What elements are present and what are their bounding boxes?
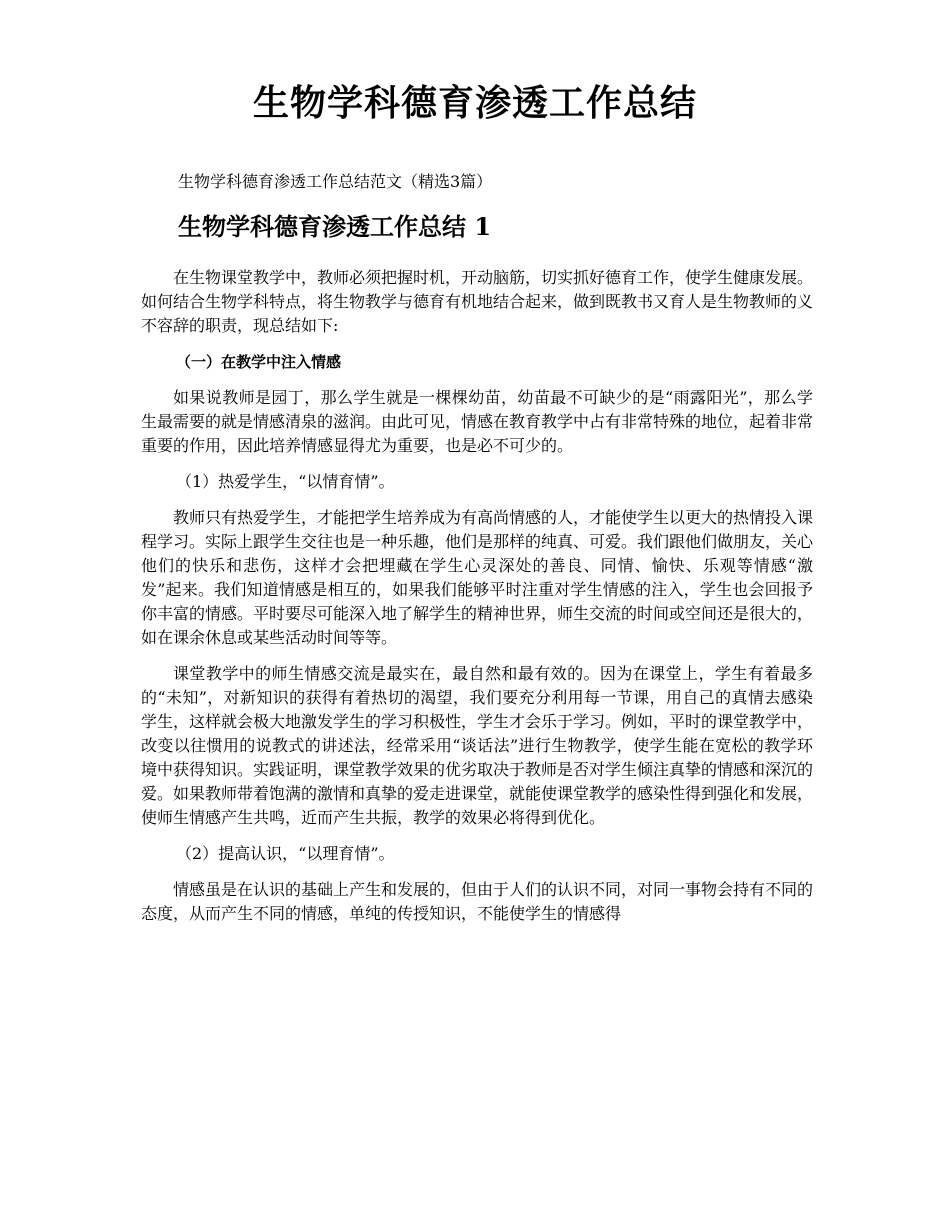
paragraph-emotion: 如果说教师是园丁，那么学生就是一棵棵幼苗，幼苗最不可缺少的是“雨露阳光”，那么学生最需要的就是情感清泉的滋润。由此可见，情感在教育教学中占有非常特殊的地位，起着非常重要的作用，因此培养情感显得尤为重要，也是必不可少的。: [141, 388, 814, 455]
document-title: 生物学科德育渗透工作总结: [252, 82, 697, 124]
section-heading: 生物学科德育渗透工作总结 1: [178, 212, 492, 241]
document-subtitle: 生物学科德育渗透工作总结范文（精选3篇）: [178, 172, 493, 191]
subheading-love-students: （1）热爱学生，“以情育情”。: [176, 472, 395, 491]
paragraph-love-students: 教师只有热爱学生，才能把学生培养成为有高尚情感的人，才能使学生以更大的热情投入课程学习。实际上跟学生交往也是一种乐趣，他们是那样的纯真、可爱。我们跟他们做朋友，关心他们的快乐和悲伤，这样才会把埋藏在学生心灵深处的善良、同情、愉快、乐观等情感“激发”起来。我们知道情感是相互的，如果我们能够平时注重对学生情感的注入，学生也会回报予你丰富的情感。平时要尽可能深入地了解学生的精神世界，师生交流的时间或空间还是很大的，如在课余休息或某些活动时间等等。: [141, 508, 814, 647]
paragraph-awareness: 情感虽是在认识的基础上产生和发展的，但由于人们的认识不同，对同一事物会持有不同的态度，从而产生不同的情感，单纯的传授知识，不能使学生的情感得: [141, 880, 814, 923]
paragraph-intro: 在生物课堂教学中，教师必须把握时机，开动脑筋，切实抓好德育工作，使学生健康发展。如何结合生物学科特点，将生物教学与德育有机地结合起来，做到既教书又育人是生物教师的义不容辞的职责，现总结如下:: [141, 268, 814, 335]
paragraph-classroom: 课堂教学中的师生情感交流是最实在，最自然和最有效的。因为在课堂上，学生有着最多的“未知”，对新知识的获得有着热切的渴望，我们要充分利用每一节课，用自己的真情去感染学生，这样就会极大地激发学生的学习积极性，学生才会乐于学习。例如，平时的课堂教学中，改变以往惯用的说教式的讲述法，经常采用“谈话法”进行生物教学，使学生能在宽松的教学环境中获得知识。实践证明，课堂教学效果的优劣取决于教师是否对学生倾注真挚的情感和深沉的爱。如果教师带着饱满的激情和真挚的爱走进课堂，就能使课堂教学的感染性得到强化和发展，使师生情感产生共鸣，近而产生共振，教学的效果必将得到优化。: [141, 664, 814, 827]
subheading-awareness: （2）提高认识，“以理育情”。: [176, 844, 395, 863]
document-body: [141, 266, 813, 926]
subheading-emotion: （一）在教学中注入情感: [176, 353, 342, 371]
